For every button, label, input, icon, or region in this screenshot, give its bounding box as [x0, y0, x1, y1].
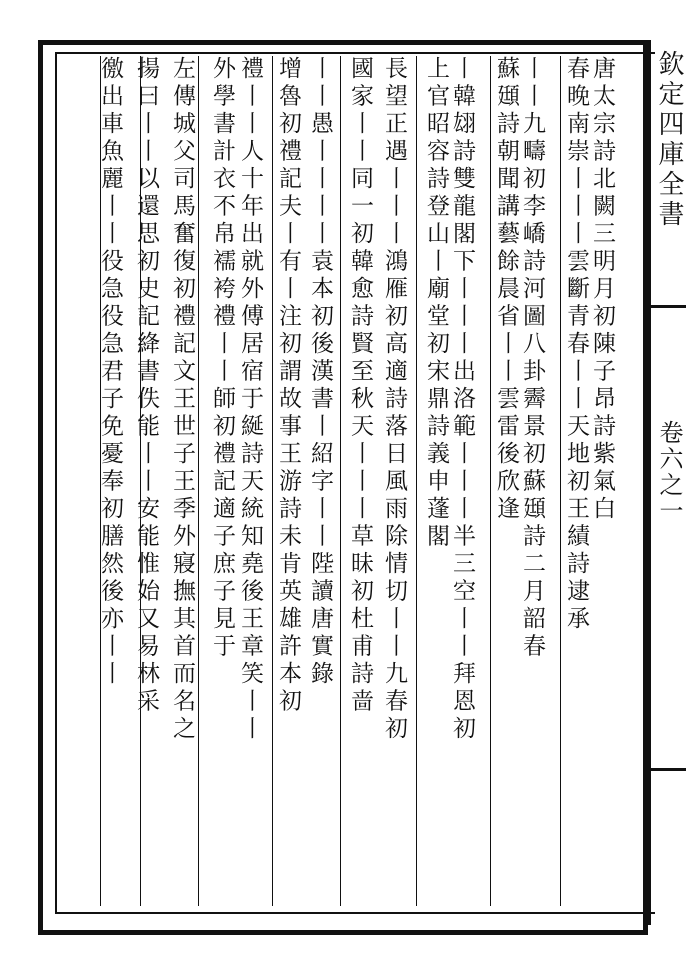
juan-number: 卷六之一	[655, 420, 683, 524]
text-column-14: 揚曰丨丨以還思初史記絳書佚能丨丨安能惟始又易林采	[133, 56, 159, 716]
text-column-13: 左傳城父司馬奮復初禮記文王世子王季外寢撫其首而名之	[169, 56, 195, 744]
text-column-6: 上官昭容詩登山丨廟堂初宋鼎詩義申蓬閣	[423, 56, 449, 551]
text-column-5: 丨韓翃詩雙龍閣下丨丨丨出洛範丨丨丨半三空丨丨拜恩初	[449, 56, 475, 744]
text-column-15: 徼出車魚麗丨丨役急役急君子免憂奉初膳然後亦丨丨	[97, 56, 123, 689]
text-column-11: 禮丨丨人十年出就外傅居宿于綖詩天統知堯後王章笑丨丨	[237, 56, 263, 744]
text-column-3: 丨丨九疇初李嶠詩河圖八卦霽景初蘇頲詩二月韶春	[519, 56, 545, 661]
text-column-2: 春晚南崇丨丨丨雲斷青春丨丨天地初王績詩逮承	[563, 56, 589, 634]
text-column-10: 增魯初禮記夫丨有丨注初謂故事王游詩未肯英雄許本初	[275, 56, 301, 716]
fish-tail-mark-top	[650, 305, 686, 308]
text-column-8: 國家丨丨同一初韓愈詩賢至秋天丨丨丨草昧初杜甫詩啬	[347, 56, 373, 716]
text-column-7: 長望正遇丨丨丨鴻雁初高適詩落日風雨除情切丨丨九春初	[381, 56, 407, 744]
text-column-12: 外學書計衣不帛襦袴禮丨丨師初禮記適子庶子見于	[209, 56, 235, 661]
text-column-1: 唐太宗詩北闕三明月初陳子昂詩紫氣白	[589, 56, 615, 524]
text-columns	[58, 56, 646, 906]
text-column-9: 丨丨愚丨丨丨丨袁本初後漢書丨紹字丨丨陛讀唐實錄	[307, 56, 333, 689]
fish-tail-mark-bottom	[650, 768, 686, 771]
book-title: 欽定四庫全書	[654, 50, 684, 230]
text-column-4: 蘇頲詩朝聞講藝餘晨省丨丨雲雷後欣逢	[493, 56, 519, 524]
